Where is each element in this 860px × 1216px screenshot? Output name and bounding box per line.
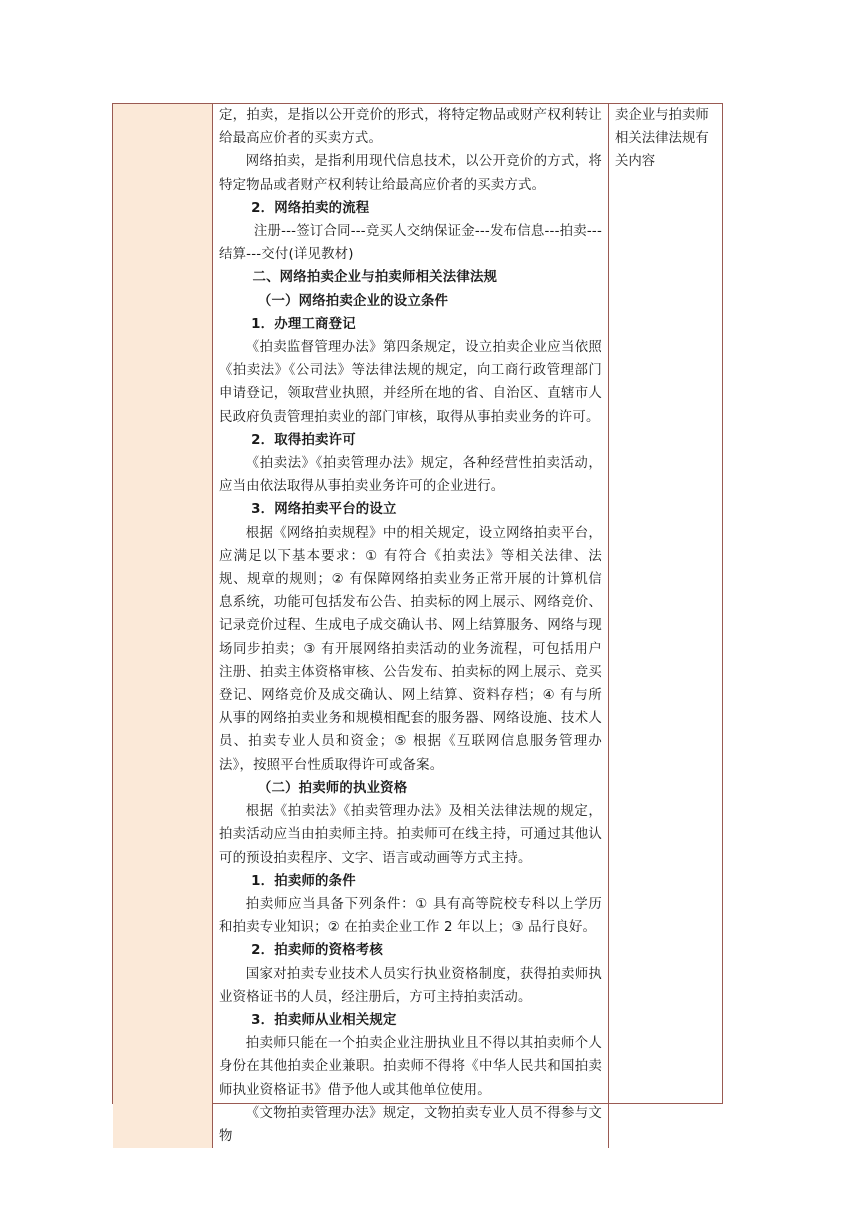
section-heading: 1．拍卖师的条件 — [251, 873, 356, 889]
subsection-heading: （二）拍卖师的执业资格 — [257, 780, 408, 796]
section-heading: 3．拍卖师从业相关规定 — [251, 1012, 397, 1028]
body-paragraph: 定，拍卖，是指以公开竞价的形式，将特定物品或财产权利转让给最高应价者的买卖方式。 — [219, 108, 602, 147]
section-heading: 3．网络拍卖平台的设立 — [251, 502, 397, 518]
body-paragraph: 国家对拍卖专业技术人员实行执业资格制度，获得拍卖师执业资格证书的人员，经注册后，方可主持拍卖活动。 — [219, 966, 602, 1005]
body-paragraph: 注册---签订合同---竞买人交纳保证金---发布信息---拍卖---结算---交付(详见教材) — [219, 224, 602, 263]
body-paragraph: 《文物拍卖管理办法》规定，文物拍卖专业人员不得参与文物 — [219, 1105, 602, 1144]
table-left-column — [113, 104, 213, 1148]
content-table — [112, 103, 723, 1144]
body-paragraph: 拍卖师只能在一个拍卖企业注册执业且不得以其拍卖师个人身份在其他拍卖企业兼职。拍卖师不得将《中华人民共和国拍卖师执业资格证书》借予他人或其他单位使用。 — [219, 1036, 602, 1098]
body-paragraph: 根据《网络拍卖规程》中的相关规定，设立网络拍卖平台，应满足以下基本要求：① 有符合《拍卖法》等相关法律、法规、规章的规则；② 有保障网络拍卖业务正常开展的计算机信息系统，功能可包括发布公告、拍卖标的网上展示、网络竞价、记录竞价过程、生成电子成交确认书、网上结算服务、网络与现场同步拍卖；③ 有开展网络拍卖活动的业务流程，可包括用户注册、拍卖主体资格审核、公告发布、拍卖标的网上展示、竞买登记、网络竞价及成交确认、网上结算、资料存档；④ 有与所从事的网络拍卖业务和规模相配套的服务器、网络设施、技术人员、拍卖专业人员和资金；⑤ 根据《互联网信息服务管理办法》，按照平台性质取得许可或备案。 — [219, 525, 602, 773]
table-main-column — [213, 104, 609, 1148]
body-paragraph: 拍卖师应当具备下列条件：① 具有高等院校专科以上学历和拍卖专业知识；② 在拍卖企业工作 2 年以上；③ 品行良好。 — [219, 896, 602, 936]
section-heading: 2．网络拍卖的流程 — [251, 200, 370, 216]
section-heading: 2．取得拍卖许可 — [251, 432, 356, 448]
subsection-heading: （一）网络拍卖企业的设立条件 — [257, 293, 449, 309]
body-paragraph: 根据《拍卖法》《拍卖管理办法》及相关法律法规的规定，拍卖活动应当由拍卖师主持。拍卖师可在线主持，可通过其他认可的预设拍卖程序、文字、语言或动画等方式主持。 — [219, 804, 602, 866]
section-heading: 2．拍卖师的资格考核 — [251, 943, 383, 959]
body-paragraph: 《拍卖法》《拍卖管理办法》规定，各种经营性拍卖活动，应当由依法取得从事拍卖业务许可的企业进行。 — [219, 456, 602, 495]
body-paragraph: 网络拍卖，是指利用现代信息技术，以公开竞价的方式，将特定物品或者财产权利转让给最高应价者的买卖方式。 — [219, 154, 602, 193]
right-column-text: 卖企业与拍卖师相关法律法规有关内容 — [615, 108, 709, 170]
chapter-heading: 二、网络拍卖企业与拍卖师相关法律法规 — [252, 270, 498, 286]
body-paragraph: 《拍卖监督管理办法》第四条规定，设立拍卖企业应当依照《拍卖法》《公司法》等法律法规的规定，向工商行政管理部门申请登记，领取营业执照，并经所在地的省、自治区、直辖市人民政府负责管理拍卖业的部门审核，取得从事拍卖业务的许可。 — [219, 340, 602, 425]
section-heading: 1．办理工商登记 — [251, 316, 356, 332]
table-right-column — [609, 104, 722, 1148]
